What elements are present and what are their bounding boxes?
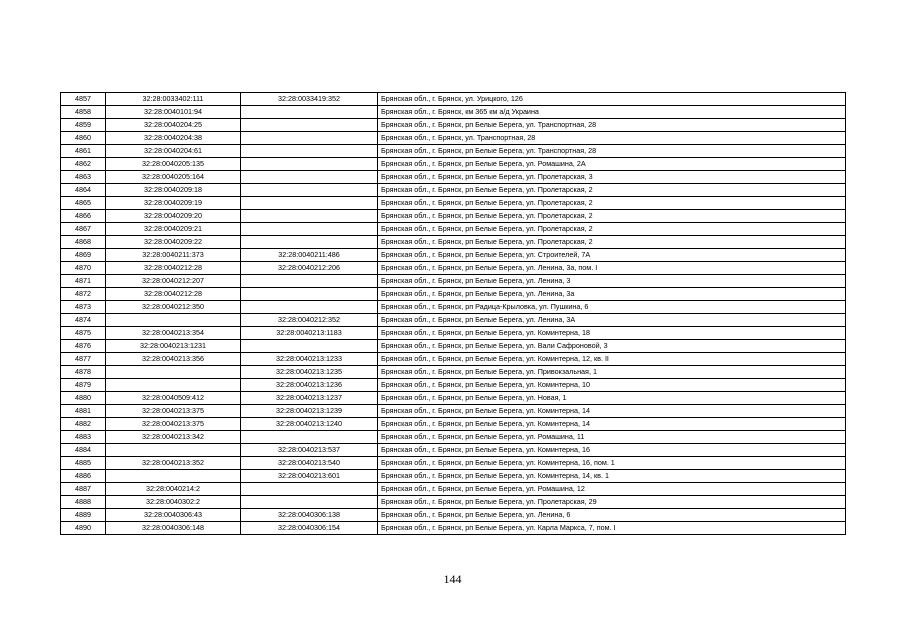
building-cadastral-number-cell: 32:28:0040213:1236 (241, 379, 378, 392)
cadastral-number-cell (106, 444, 241, 457)
table-row (61, 288, 846, 301)
registry-table (60, 92, 846, 535)
building-cadastral-number-cell (241, 483, 378, 496)
table-row (61, 184, 846, 197)
address-cell: Брянская обл., г. Брянск, рп Белые Берега, ул. Транспортная, 28 (378, 119, 846, 132)
row-number-cell: 4865 (61, 197, 106, 210)
table-row (61, 301, 846, 314)
building-cadastral-number-cell (241, 132, 378, 145)
row-number-cell: 4863 (61, 171, 106, 184)
table-row (61, 483, 846, 496)
table-row (61, 431, 846, 444)
address-cell: Брянская обл., г. Брянск, рп Белые Берега, ул. Пролетарская, 29 (378, 496, 846, 509)
row-number-cell: 4875 (61, 327, 106, 340)
building-cadastral-number-cell: 32:28:0040213:537 (241, 444, 378, 457)
cadastral-number-cell: 32:28:0040213:375 (106, 418, 241, 431)
building-cadastral-number-cell: 32:28:0040213:1239 (241, 405, 378, 418)
row-number-cell: 4872 (61, 288, 106, 301)
address-cell: Брянская обл., г. Брянск, ул. Урицкого, 126 (378, 93, 846, 106)
table-row (61, 132, 846, 145)
cadastral-number-cell: 32:28:0040213:1231 (106, 340, 241, 353)
cadastral-number-cell: 32:28:0040213:352 (106, 457, 241, 470)
address-cell: Брянская обл., г. Брянск, км 365 км а/д Украина (378, 106, 846, 119)
cadastral-number-cell: 32:28:0040209:20 (106, 210, 241, 223)
table-row (61, 418, 846, 431)
cadastral-number-cell: 32:28:0040212:350 (106, 301, 241, 314)
row-number-cell: 4876 (61, 340, 106, 353)
row-number-cell: 4859 (61, 119, 106, 132)
building-cadastral-number-cell (241, 275, 378, 288)
row-number-cell: 4858 (61, 106, 106, 119)
row-number-cell: 4862 (61, 158, 106, 171)
cadastral-number-cell: 32:28:0040213:354 (106, 327, 241, 340)
cadastral-number-cell: 32:28:0040205:135 (106, 158, 241, 171)
address-cell: Брянская обл., г. Брянск, рп Белые Берега, ул. Транспортная, 28 (378, 145, 846, 158)
building-cadastral-number-cell (241, 301, 378, 314)
cadastral-number-cell: 32:28:0040209:22 (106, 236, 241, 249)
table-row (61, 509, 846, 522)
row-number-cell: 4877 (61, 353, 106, 366)
row-number-cell: 4860 (61, 132, 106, 145)
building-cadastral-number-cell (241, 197, 378, 210)
building-cadastral-number-cell: 32:28:0040306:154 (241, 522, 378, 535)
address-cell: Брянская обл., г. Брянск, рп Белые Берега, ул. Ленина, 3а, пом. I (378, 262, 846, 275)
table-row (61, 366, 846, 379)
address-cell: Брянская обл., г. Брянск, рп Белые Берега, ул. Ленина, 3 (378, 275, 846, 288)
cadastral-number-cell: 32:28:0040212:207 (106, 275, 241, 288)
table-row (61, 262, 846, 275)
row-number-cell: 4878 (61, 366, 106, 379)
row-number-cell: 4884 (61, 444, 106, 457)
row-number-cell: 4869 (61, 249, 106, 262)
table-row (61, 340, 846, 353)
building-cadastral-number-cell: 32:28:0040212:206 (241, 262, 378, 275)
building-cadastral-number-cell: 32:28:0040212:352 (241, 314, 378, 327)
table-row (61, 457, 846, 470)
building-cadastral-number-cell: 32:28:0040213:1237 (241, 392, 378, 405)
table-row (61, 314, 846, 327)
address-cell: Брянская обл., г. Брянск, рп Белые Берега, ул. Коминтерна, 16, пом. 1 (378, 457, 846, 470)
building-cadastral-number-cell (241, 145, 378, 158)
cadastral-number-cell: 32:28:0040205:164 (106, 171, 241, 184)
table-row (61, 405, 846, 418)
row-number-cell: 4864 (61, 184, 106, 197)
address-cell: Брянская обл., г. Брянск, рп Белые Берега, ул. Привокзальная, 1 (378, 366, 846, 379)
row-number-cell: 4868 (61, 236, 106, 249)
address-cell: Брянская обл., г. Брянск, рп Белые Берега, ул. Карла Маркса, 7, пом. I (378, 522, 846, 535)
address-cell: Брянская обл., г. Брянск, рп Белые Берега, ул. Новая, 1 (378, 392, 846, 405)
address-cell: Брянская обл., г. Брянск, рп Белые Берега, ул. Коминтерна, 12, кв. II (378, 353, 846, 366)
cadastral-number-cell: 32:28:0040214:2 (106, 483, 241, 496)
address-cell: Брянская обл., г. Брянск, рп Белые Берега, ул. Пролетарская, 2 (378, 210, 846, 223)
table-row (61, 444, 846, 457)
building-cadastral-number-cell: 32:28:0040213:1183 (241, 327, 378, 340)
building-cadastral-number-cell (241, 158, 378, 171)
address-cell: Брянская обл., г. Брянск, рп Белые Берега, ул. Ленина, 6 (378, 509, 846, 522)
building-cadastral-number-cell (241, 496, 378, 509)
row-number-cell: 4882 (61, 418, 106, 431)
address-cell: Брянская обл., г. Брянск, рп Белые Берега, ул. Пролетарская, 2 (378, 197, 846, 210)
cadastral-number-cell: 32:28:0040209:18 (106, 184, 241, 197)
cadastral-number-cell: 32:28:0040204:61 (106, 145, 241, 158)
cadastral-number-cell: 32:28:0033402:111 (106, 93, 241, 106)
building-cadastral-number-cell: 32:28:0040213:540 (241, 457, 378, 470)
cadastral-number-cell (106, 314, 241, 327)
cadastral-number-cell (106, 366, 241, 379)
cadastral-number-cell: 32:28:0040302:2 (106, 496, 241, 509)
row-number-cell: 4881 (61, 405, 106, 418)
building-cadastral-number-cell (241, 171, 378, 184)
page-number: 144 (443, 572, 462, 586)
row-number-cell: 4879 (61, 379, 106, 392)
row-number-cell: 4885 (61, 457, 106, 470)
building-cadastral-number-cell (241, 288, 378, 301)
building-cadastral-number-cell (241, 184, 378, 197)
row-number-cell: 4888 (61, 496, 106, 509)
cadastral-number-cell: 32:28:0040101:94 (106, 106, 241, 119)
table-row (61, 145, 846, 158)
cadastral-number-cell: 32:28:0040209:21 (106, 223, 241, 236)
address-cell: Брянская обл., г. Брянск, рп Белые Берега, ул. Пролетарская, 2 (378, 184, 846, 197)
address-cell: Брянская обл., г. Брянск, рп Белые Берега, ул. Коминтерна, 16 (378, 444, 846, 457)
table-row (61, 327, 846, 340)
table-row (61, 496, 846, 509)
cadastral-number-cell: 32:28:0040213:375 (106, 405, 241, 418)
cadastral-number-cell: 32:28:0040204:25 (106, 119, 241, 132)
address-cell: Брянская обл., г. Брянск, рп Радица-Крыловка, ул. Пушкина, 6 (378, 301, 846, 314)
row-number-cell: 4880 (61, 392, 106, 405)
cadastral-number-cell (106, 470, 241, 483)
building-cadastral-number-cell (241, 236, 378, 249)
cadastral-number-cell: 32:28:0040213:342 (106, 431, 241, 444)
building-cadastral-number-cell: 32:28:0040306:138 (241, 509, 378, 522)
cadastral-number-cell: 32:28:0040209:19 (106, 197, 241, 210)
table-row (61, 158, 846, 171)
address-cell: Брянская обл., г. Брянск, рп Белые Берега, ул. Ромашина, 2А (378, 158, 846, 171)
building-cadastral-number-cell (241, 340, 378, 353)
address-cell: Брянская обл., г. Брянск, рп Белые Берега, ул. Пролетарская, 2 (378, 223, 846, 236)
building-cadastral-number-cell: 32:28:0040213:1233 (241, 353, 378, 366)
row-number-cell: 4890 (61, 522, 106, 535)
row-number-cell: 4866 (61, 210, 106, 223)
row-number-cell: 4889 (61, 509, 106, 522)
row-number-cell: 4883 (61, 431, 106, 444)
table-row (61, 197, 846, 210)
cadastral-number-cell: 32:28:0040213:356 (106, 353, 241, 366)
table-row (61, 236, 846, 249)
building-cadastral-number-cell (241, 431, 378, 444)
row-number-cell: 4871 (61, 275, 106, 288)
building-cadastral-number-cell: 32:28:0040213:1240 (241, 418, 378, 431)
address-cell: Брянская обл., г. Брянск, рп Белые Берега, ул. Коминтерна, 18 (378, 327, 846, 340)
table-row (61, 249, 846, 262)
address-cell: Брянская обл., г. Брянск, рп Белые Берега, ул. Пролетарская, 3 (378, 171, 846, 184)
row-number-cell: 4874 (61, 314, 106, 327)
cadastral-number-cell: 32:28:0040509:412 (106, 392, 241, 405)
address-cell: Брянская обл., г. Брянск, рп Белые Берега, ул. Ленина, 3А (378, 314, 846, 327)
table-row (61, 392, 846, 405)
building-cadastral-number-cell: 32:28:0040213:601 (241, 470, 378, 483)
address-cell: Брянская обл., г. Брянск, рп Белые Берега, ул. Строителей, 7А (378, 249, 846, 262)
cadastral-number-cell: 32:28:0040204:38 (106, 132, 241, 145)
row-number-cell: 4861 (61, 145, 106, 158)
address-cell: Брянская обл., г. Брянск, рп Белые Берега, ул. Пролетарская, 2 (378, 236, 846, 249)
address-cell: Брянская обл., г. Брянск, ул. Транспортная, 28 (378, 132, 846, 145)
table-row (61, 379, 846, 392)
address-cell: Брянская обл., г. Брянск, рп Белые Берега, ул. Коминтерна, 10 (378, 379, 846, 392)
table-row (61, 171, 846, 184)
table-row (61, 275, 846, 288)
registry-table-body (61, 93, 846, 535)
table-row (61, 210, 846, 223)
cadastral-number-cell: 32:28:0040306:148 (106, 522, 241, 535)
cadastral-number-cell: 32:28:0040306:43 (106, 509, 241, 522)
table-row (61, 106, 846, 119)
building-cadastral-number-cell (241, 119, 378, 132)
building-cadastral-number-cell (241, 210, 378, 223)
cadastral-number-cell (106, 379, 241, 392)
address-cell: Брянская обл., г. Брянск, рп Белые Берега, ул. Ленина, 3а (378, 288, 846, 301)
table-row (61, 353, 846, 366)
address-cell: Брянская обл., г. Брянск, рп Белые Берега, ул. Коминтерна, 14, кв. 1 (378, 470, 846, 483)
address-cell: Брянская обл., г. Брянск, рп Белые Берега, ул. Вали Сафроновой, 3 (378, 340, 846, 353)
row-number-cell: 4867 (61, 223, 106, 236)
building-cadastral-number-cell: 32:28:0040213:1235 (241, 366, 378, 379)
address-cell: Брянская обл., г. Брянск, рп Белые Берега, ул. Ромашина, 11 (378, 431, 846, 444)
address-cell: Брянская обл., г. Брянск, рп Белые Берега, ул. Коминтерна, 14 (378, 405, 846, 418)
address-cell: Брянская обл., г. Брянск, рп Белые Берега, ул. Ромашина, 12 (378, 483, 846, 496)
table-row (61, 93, 846, 106)
building-cadastral-number-cell (241, 106, 378, 119)
cadastral-number-cell: 32:28:0040211:373 (106, 249, 241, 262)
row-number-cell: 4870 (61, 262, 106, 275)
table-row (61, 119, 846, 132)
building-cadastral-number-cell: 32:28:0040211:486 (241, 249, 378, 262)
row-number-cell: 4857 (61, 93, 106, 106)
table-row (61, 522, 846, 535)
table-row (61, 470, 846, 483)
row-number-cell: 4873 (61, 301, 106, 314)
building-cadastral-number-cell (241, 223, 378, 236)
table-row (61, 223, 846, 236)
row-number-cell: 4886 (61, 470, 106, 483)
cadastral-number-cell: 32:28:0040212:28 (106, 262, 241, 275)
address-cell: Брянская обл., г. Брянск, рп Белые Берега, ул. Коминтерна, 14 (378, 418, 846, 431)
building-cadastral-number-cell: 32:28:0033419:352 (241, 93, 378, 106)
row-number-cell: 4887 (61, 483, 106, 496)
cadastral-number-cell: 32:28:0040212:28 (106, 288, 241, 301)
